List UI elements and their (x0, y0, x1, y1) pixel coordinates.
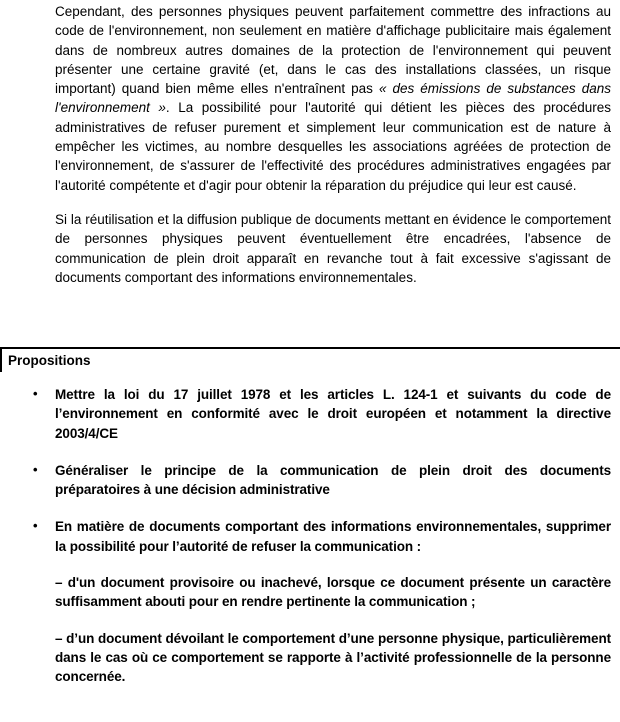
proposal-text: Généraliser le principe de la communication de plein droit des documents préparatoires à une décision administrative (55, 462, 611, 498)
paragraph-1 (55, 2, 611, 195)
paragraph-2: Si la réutilisation et la diffusion publique de documents mettant en évidence le comportement de personnes physiques peuvent éventuellement être encadrées, l'absence de communication de plein droit apparaît en revanche tout à fait excessive s'agissant de documents comportant des informations environnementales. (55, 211, 611, 285)
bullet-icon: • (33, 461, 38, 477)
proposal-text: Mettre la loi du 17 juillet 1978 et les articles L. 124-1 et suivants du code de l’environnement en conformité avec le droit européen et notamment la directive 2003/4/CE (55, 387, 611, 441)
paragraph-1-quote: « des émissions de substances dans l'environnement » (55, 81, 611, 116)
propositions-section (0, 347, 620, 687)
proposal-item (33, 385, 611, 443)
paragraph-1-text-cont: . La possibilité pour l'autorité qui détient les pièces des procédures administratives de refuser purement et simplement leur communication est de nature à empêcher les victimes, au nombre desquelles les associations agréées de protection de l'environnement, de s'assurer de l'effectivité des procédures administratives engagées par l'autorité compétente et d'agir pour obtenir la réparation du préjudice qui leur est causé. (55, 100, 611, 193)
bullet-icon: • (33, 518, 38, 534)
propositions-header (0, 347, 620, 372)
propositions-title: Propositions (0, 349, 103, 372)
body-text (55, 2, 611, 287)
bullet-icon: • (33, 386, 38, 401)
proposal-item (33, 461, 611, 500)
paragraph-1-text: Cependant, des personnes physiques peuvent parfaitement commettre des infractions au code de l'environnement, non seulement en matière d'affichage publicitaire mais également dans de nombreux autres domaines de la protection de l'environnement qui peuvent présenter une certaine gravité (et, dans le cas des installations classées, un risque important) quand bien même elles n'entraînent pas (55, 4, 611, 97)
propositions-list (33, 385, 611, 687)
proposal-subitem: – d’un document dévoilant le comportement d’une personne physique, particulièrement dans le cas où ce comportement se rapporte à l’activité professionnelle de la personne concernée. (55, 630, 611, 685)
proposal-text: En matière de documents comportant des informations environnementales, supprimer la possibilité pour l’autorité de refuser la communication : (55, 519, 611, 554)
proposal-subitem: – d'un document provisoire ou inachevé, lorsque ce document présente un caractère suffisamment abouti pour en rendre pertinente la communication ; (55, 575, 611, 610)
proposal-item (33, 517, 611, 686)
